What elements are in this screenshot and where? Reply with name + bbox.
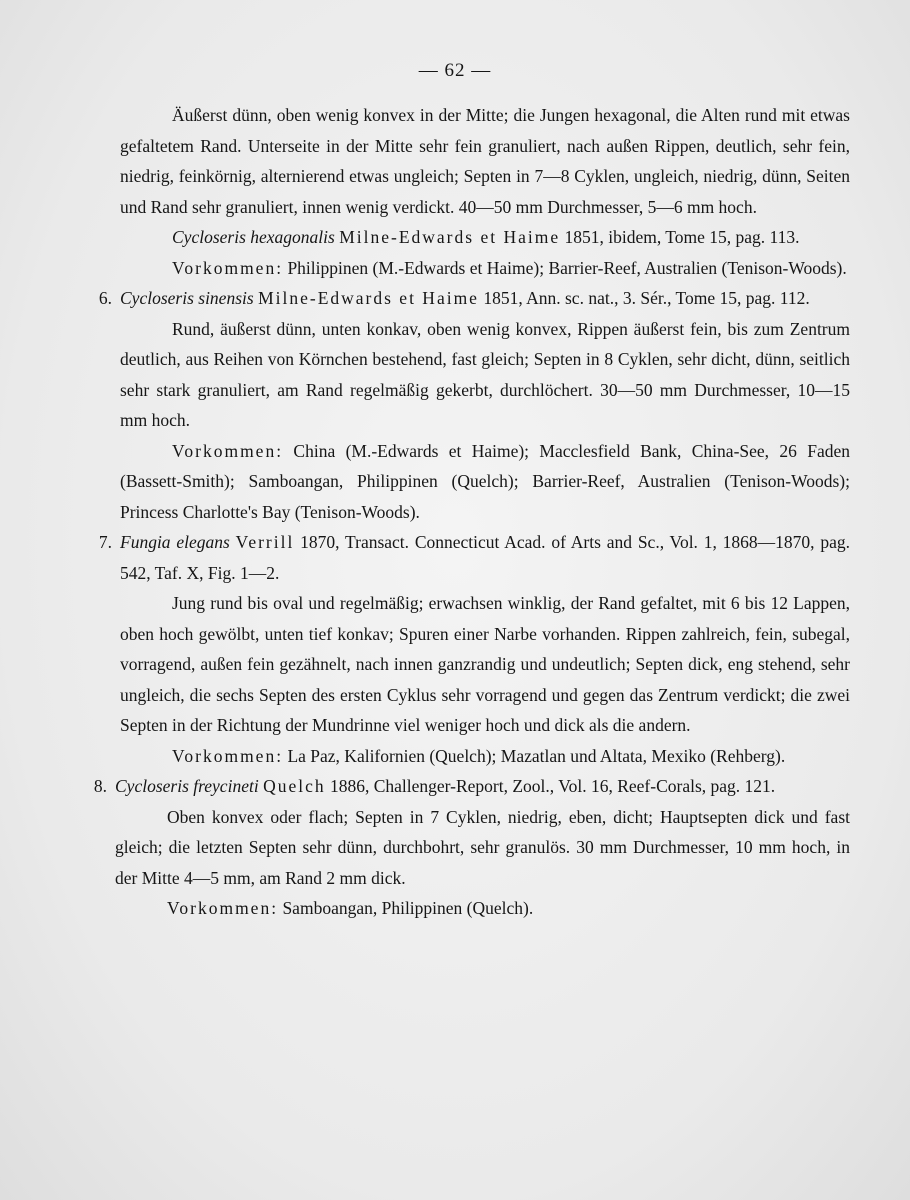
page-content	[93, 100, 851, 924]
description-paragraph: Rund, äußerst dünn, unten konkav, oben wenig konvex, Rippen äußerst fein, bis zum Zentrum deutlich, aus Reihen von Körnchen bestehend, fast gleich; Septen in 8 Cyklen, sehr dicht, dünn, seitlich sehr stark granuliert, am Rand regelmäßig gekerbt, durchlöchert. 30—50 mm Durchmesser, 10—15 mm hoch.	[120, 318, 850, 430]
author-name: Milne-Edwards et Haime	[339, 227, 561, 247]
reference-text: 1851, ibidem, Tome 15, pag. 113.	[564, 227, 800, 247]
species-entry-8	[93, 771, 850, 802]
entry-number: 8.	[93, 776, 107, 796]
taxon-name: Cycloseris hexagonalis	[172, 227, 335, 247]
page-number: — 62 —	[418, 60, 492, 81]
occurrence-paragraph	[115, 893, 850, 924]
entry-number: 6.	[98, 288, 112, 308]
occurrence-label: Vorkommen:	[172, 745, 284, 766]
taxon-name: Fungia elegans	[120, 532, 230, 552]
reference-text: 1851, Ann. sc. nat., 3. Sér., Tome 15, pag. 112.	[483, 288, 810, 308]
occurrence-text: La Paz, Kalifornien (Quelch); Mazatlan und Altata, Mexiko (Rehberg).	[287, 745, 786, 766]
occurrence-paragraph	[120, 741, 850, 772]
reference-text: 1886, Challenger-Report, Zool., Vol. 16, Reef-Corals, pag. 121.	[329, 776, 776, 796]
occurrence-paragraph	[120, 253, 850, 284]
occurrence-text: Philippinen (M.-Edwards et Haime); Barrier-Reef, Australien (Tenison-Woods).	[287, 257, 847, 278]
author-name: Quelch	[263, 776, 326, 796]
entry-number: 7.	[98, 532, 112, 552]
synonym-reference	[120, 222, 850, 253]
occurrence-paragraph	[120, 436, 850, 528]
species-entry-6	[98, 283, 850, 314]
description-paragraph: Oben konvex oder flach; Septen in 7 Cyklen, niedrig, eben, dicht; Hauptsepten dick und fast gleich; die letzten Septen sehr dünn, durchbohrt, sehr granulös. 30 mm Durchmesser, 10 mm hoch, in der Mitte 4—5 mm, am Rand 2 mm dick.	[115, 806, 850, 888]
author-name: Verrill	[235, 532, 295, 552]
species-entry-7	[98, 527, 851, 588]
taxon-name: Cycloseris freycineti	[115, 776, 259, 796]
occurrence-text: China (M.-Edwards et Haime); Macclesfield Bank, China-See, 26 Faden (Bassett-Smith); Samboangan, Philippinen (Quelch); Barrier-Reef, Australien (Tenison-Woods); Princess Charlotte's Bay (Tenison-Woods).	[120, 440, 850, 522]
description-paragraph: Äußerst dünn, oben wenig konvex in der Mitte; die Jungen hexagonal, die Alten rund mit etwas gefaltetem Rand. Unterseite in der Mitte sehr fein granuliert, nach außen Rippen, deutlich, sehr fein, niedrig, feinkörnig, alternierend etwas ungleich; Septen in 7—8 Cyklen, ungleich, niedrig, dünn, Seiten und Rand sehr granuliert, innen wenig verdickt. 40—50 mm Durchmesser, 5—6 mm hoch.	[120, 105, 850, 217]
description-paragraph: Jung rund bis oval und regelmäßig; erwachsen winklig, der Rand gefaltet, mit 6 bis 12 Lappen, oben hoch gewölbt, unten tief konkav; Spuren einer Narbe vorhanden. Rippen zahlreich, fein, subegal, vorragend, außen fein gezähnelt, nach innen ganzrandig und undeutlich; Septen dick, eng stehend, sehr ungleich, die sechs Septen des ersten Cyklus sehr vorragend und gegen das Zentrum verdickt; die zwei Septen in der Richtung der Mundrinne viel weniger hoch und dick als die andern.	[120, 593, 850, 735]
occurrence-label: Vorkommen:	[172, 257, 284, 278]
author-name: Milne-Edwards et Haime	[258, 288, 479, 308]
occurrence-text: Samboangan, Philippinen (Quelch).	[282, 898, 534, 918]
occurrence-label: Vorkommen:	[167, 898, 279, 918]
occurrence-label: Vorkommen:	[172, 440, 284, 461]
reference-text: 1870, Transact. Connecticut Acad. of Arts and Sc., Vol. 1, 1868—1870, pag. 542, Taf. X, Fig. 1—2.	[120, 532, 851, 583]
taxon-name: Cycloseris sinensis	[120, 288, 254, 308]
